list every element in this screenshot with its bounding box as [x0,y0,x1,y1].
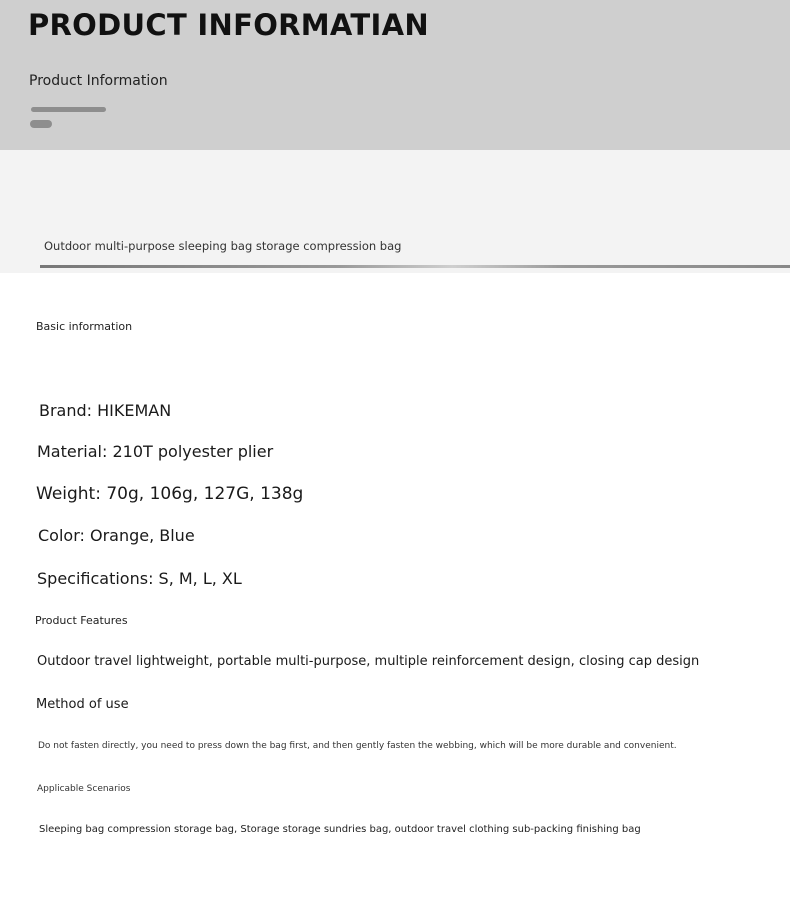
specifications-text: Specifications: S, M, L, XL [37,569,242,588]
divider-line [40,265,790,268]
basic-info-heading: Basic information [36,320,133,333]
scenarios-heading: Applicable Scenarios [37,784,131,794]
features-heading: Product Features [35,614,128,627]
scenarios-text: Sleeping bag compression storage bag, Storage storage sundries bag, outdoor travel clothing sub-packing finishing bag [39,824,641,835]
decorative-bar-long [31,107,106,112]
weight-text: Weight: 70g, 106g, 127G, 138g [36,484,304,504]
method-text: Do not fasten directly, you need to press down the bag first, and then gently fasten the webbing, which will be more durable and convenient. [38,741,677,751]
header-banner [0,0,790,150]
features-text: Outdoor travel lightweight, portable multi-purpose, multiple reinforcement design, closing cap design [37,654,700,669]
page-subtitle: Product Information [29,73,168,89]
brand-text: Brand: HIKEMAN [39,401,172,420]
color-text: Color: Orange, Blue [38,526,195,545]
page-title: PRODUCT INFORMATIAN [28,8,429,42]
decorative-bar-short [30,120,52,128]
method-heading: Method of use [36,697,129,712]
product-name-band [0,150,790,273]
material-text: Material: 210T polyester plier [37,442,274,461]
product-name: Outdoor multi-purpose sleeping bag storage compression bag [44,239,402,253]
